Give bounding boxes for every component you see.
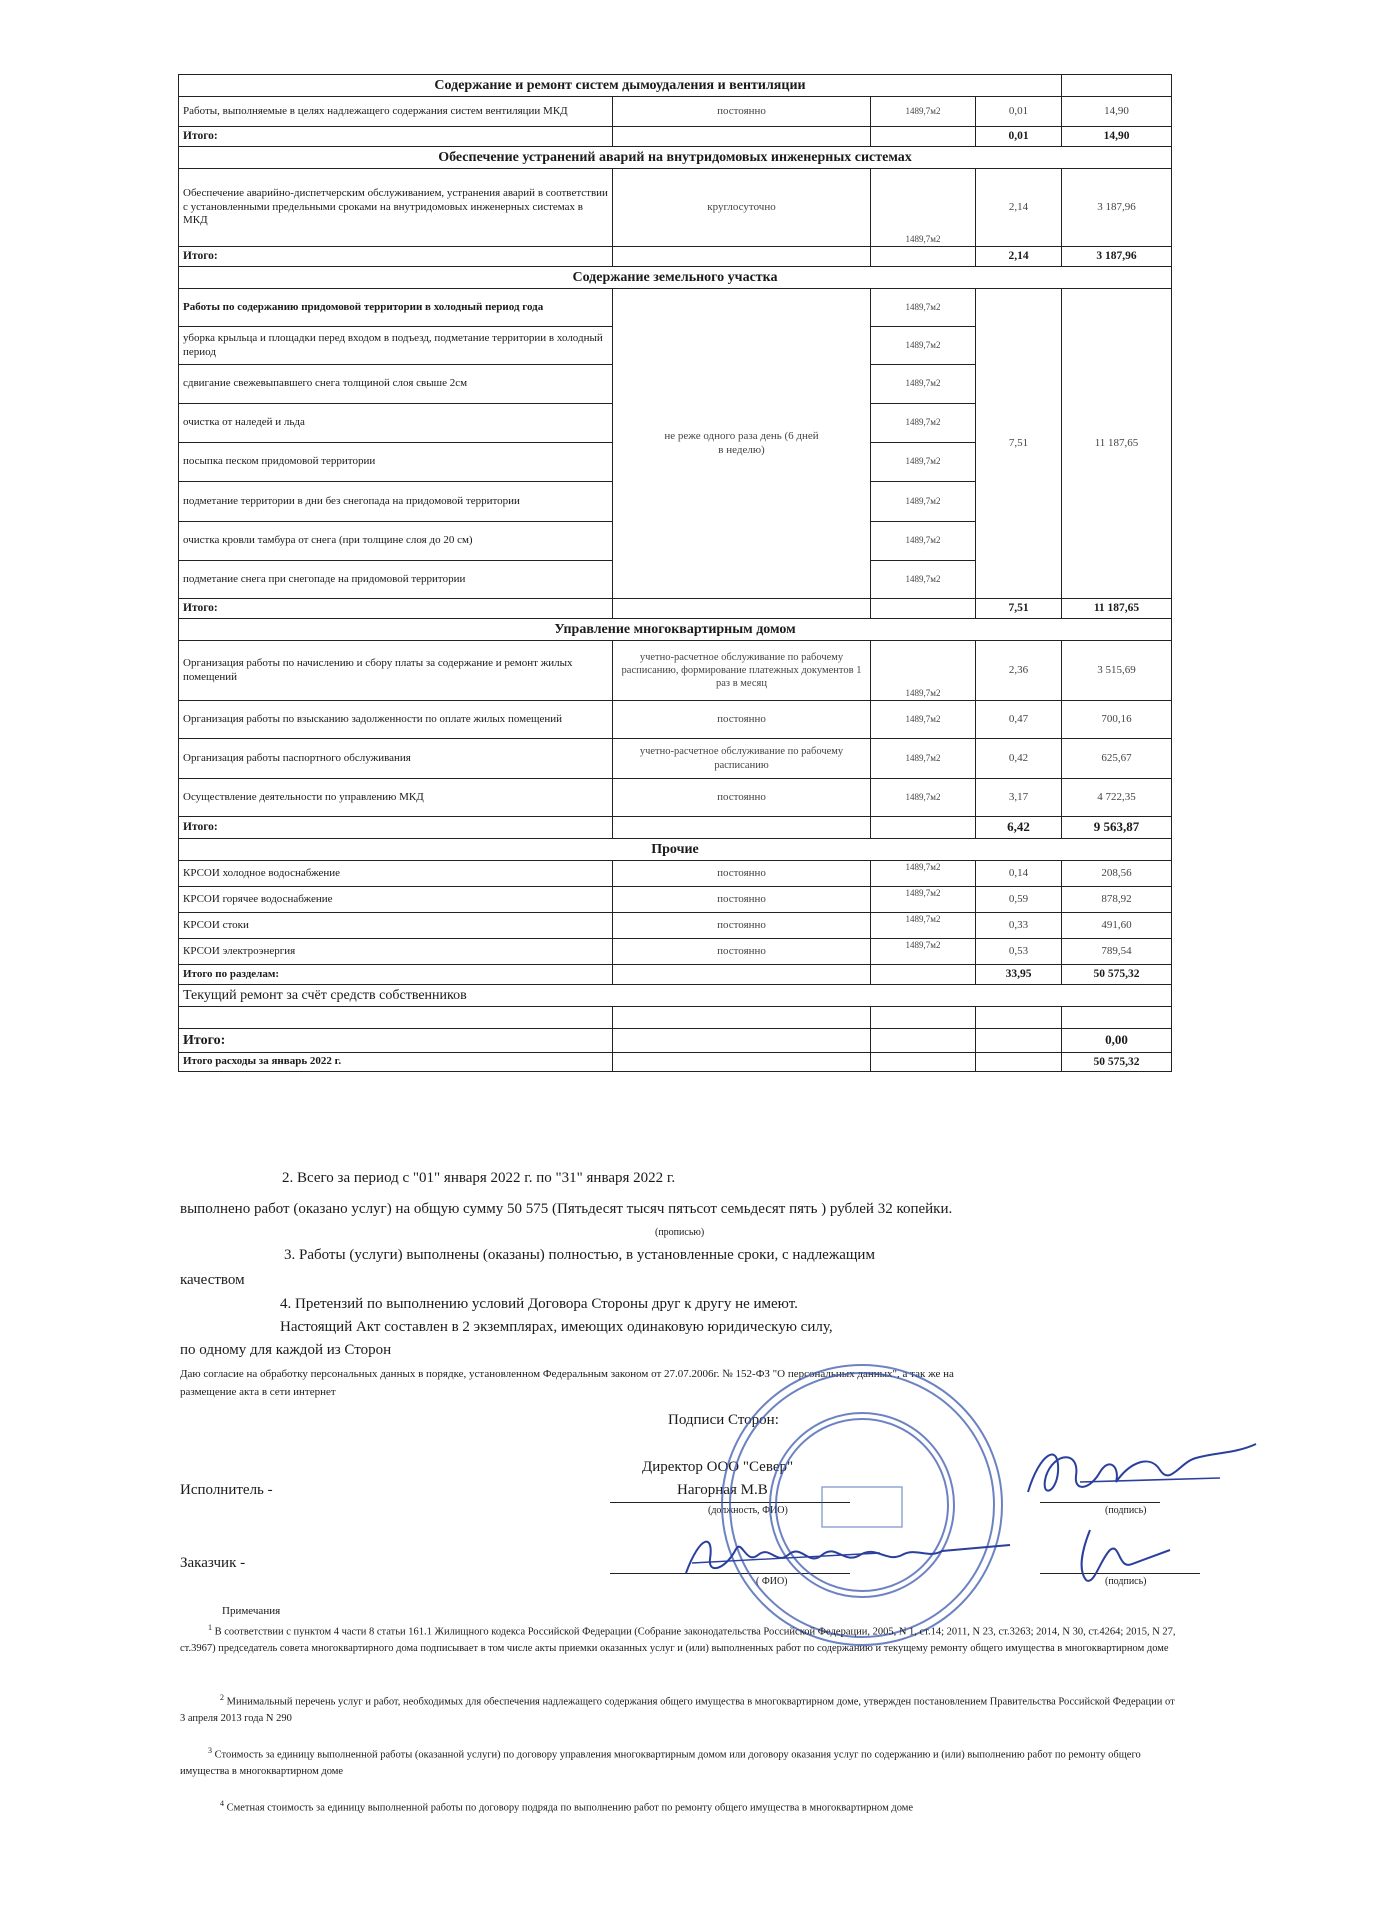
section-header: Содержание земельного участка [179,267,1172,289]
total-row: Итого по разделам: 33,95 50 575,32 [179,965,1172,985]
customer-caption: ( ФИО) [756,1576,788,1587]
table-row: Организация работы по взысканию задолженности по оплате жилых помещений постоянно 1489,7м2 0,47 700,16 [179,701,1172,739]
table-row: посыпка песком придомовой территории 1489,7м2 [179,443,1172,482]
section-header: Прочие [179,839,1172,861]
paragraph-3-cont: качеством [180,1272,245,1288]
table-row: очистка от наледей и льда 1489,7м2 [179,404,1172,443]
executor-sign-caption: (подпись) [1105,1505,1147,1516]
executor-label: Исполнитель - [180,1482,273,1498]
company-stamp-icon [712,1355,1012,1655]
table-row: КРСОИ стоки постоянно 1489,7м2 0,33 491,60 [179,913,1172,939]
propis-caption: (прописью) [655,1227,705,1238]
customer-label: Заказчик - [180,1555,246,1571]
table-row: Организация работы паспортного обслуживания учетно-расчетное обслуживание по рабочему расписанию 1489,7м2 0,42 625,67 [179,739,1172,779]
signatures-title: Подписи Сторон: [668,1412,779,1428]
repair-header-row: Текущий ремонт за счёт средств собственников [179,985,1172,1007]
executor-signature-icon [1020,1432,1280,1507]
note-1: $^1$ В соответствии с пунктом 4 части 8 статьи 161.1 Жилищного кодекса Российской Федерации (Собрание законодательства Российской Федерации, 2005, N 1, ст.14; 2011, N 23, ст.3263; 2014, N 30, ст.4264; 2015, N 27, ст.3967) председатель совета многоквартирного дома подписывает в том числе акты приемки оказанных услуг и (или) выполненных работ по содержанию и текущему ремонту общего имущества в многоквартирном доме [180,1623,1176,1655]
table-row: очистка кровли тамбура от снега (при толщине слоя до 20 см) 1489,7м2 [179,522,1172,561]
table-row: уборка крыльца и площадки перед входом в подъезд, подметание территории в холодный период 1489,7м2 [179,327,1172,365]
consent-line-1: Даю согласие на обработку персональных данных в порядке, установленном Федеральным законом от 27.07.2006г. № 152-ФЗ "О персональных данных", а так же на [180,1368,954,1380]
table-row: Организация работы по начислению и сбору платы за содержание и ремонт жилых помещений учетно-расчетное обслуживание по рабочему расписанию, формирование платежных документов 1 раз в месяц 1489,7м2 2,36 3 515,69 [179,641,1172,701]
note-2: $^2$ Минимальный перечень услуг и работ, необходимых для обеспечения надлежащего содержания общего имущества в многоквартирном доме, утвержден постановлением Правительства Российской Федерации от 3 апреля 2013 года N 290 [180,1693,1175,1725]
note-4: $^4$ Сметная стоимость за единицу выполненной работы по договору подряда по выполнению работ по ремонту общего имущества в многоквартирном доме [220,1799,914,1814]
table-row: Работы, выполняемые в целях надлежащего содержания систем вентиляции МКД постоянно 1489,7м2 0,01 14,90 [179,97,1172,127]
total-row: Итого: 0,01 14,90 [179,127,1172,147]
total-row: Итого: 2,14 3 187,96 [179,247,1172,267]
paragraph-2-sum: выполнено работ (оказано услуг) на общую сумму 50 575 (Пятьдесят тысяч пятьсот семьдесят пять ) рублей 32 копейки. [180,1201,953,1217]
table-row: КРСОИ холодное водоснабжение постоянно 1489,7м2 0,14 208,56 [179,861,1172,887]
table-row: Осуществление деятельности по управлению МКД постоянно 1489,7м2 3,17 4 722,35 [179,779,1172,817]
table-row: КРСОИ горячее водоснабжение постоянно 1489,7м2 0,59 878,92 [179,887,1172,913]
paragraph-2: 2. Всего за период с "01" января 2022 г. по "31" января 2022 г. [282,1170,676,1186]
consent-line-2: размещение акта в сети интернет [180,1386,336,1398]
table-row: сдвигание свежевыпавшего снега толщиной слоя свыше 2см 1489,7м2 [179,365,1172,404]
paragraph-4: 4. Претензий по выполнению условий Договора Стороны друг к другу не имеют. [280,1296,798,1312]
table-row: подметание территории в дни без снегопада на придомовой территории 1489,7м2 [179,482,1172,522]
table-row: Обеспечение аварийно-диспетчерским обслуживанием, устранения аварий в соответствии с установленными предельными сроками на внутридомовых инженерных системах в МКД круглосуточно 1489,7м2 2,14 3 187,96 [179,169,1172,247]
paragraph-5: Настоящий Акт составлен в 2 экземплярах, имеющих одинаковую юридическую силу, [280,1319,833,1335]
table-row: КРСОИ электроэнергия постоянно 1489,7м2 0,53 789,54 [179,939,1172,965]
total-row: Итого: 7,51 11 187,65 [179,599,1172,619]
repair-empty-row [179,1007,1172,1029]
executor-name: Нагорная М.В [677,1482,768,1498]
notes-title: Примечания [222,1605,281,1617]
grand-total-row: Итого расходы за январь 2022 г. 50 575,32 [179,1053,1172,1072]
paragraph-5-cont: по одному для каждой из Сторон [180,1342,392,1358]
total-row: Итого: 6,42 9 563,87 [179,817,1172,839]
customer-signature-icon [680,1525,1020,1585]
section-header: Обеспечение устранений аварий на внутридомовых инженерных системах [179,147,1172,169]
customer-sign-caption: (подпись) [1105,1576,1147,1587]
customer-sign-mark-icon [1060,1520,1180,1590]
repair-total-row: Итого: 0,00 [179,1029,1172,1053]
note-3: $^3$ Стоимость за единицу выполненной работы (оказанной услуги) по договору управления многоквартирным домом или договору оказания услуг по содержанию и (или) выполнению работ по ремонту общего имущества в многоквартирном доме [180,1746,1141,1778]
table-row: подметание снега при снегопаде на придомовой территории 1489,7м2 [179,561,1172,599]
executor-position: Директор ООО "Север" [642,1459,794,1475]
works-table [178,74,1172,1072]
section-header: Содержание и ремонт систем дымоудаления и вентиляции [179,75,1172,97]
section-header: Управление многоквартирным домом [179,619,1172,641]
executor-caption: (должность, ФИО) [708,1505,788,1516]
paragraph-3: 3. Работы (услуги) выполнены (оказаны) полностью, в установленные сроки, с надлежащим [284,1247,875,1263]
table-row: Работы по содержанию придомовой территории в холодный период года не реже одного раза день (6 дней в неделю) 1489,7м2 7,51 11 187,65 [179,289,1172,327]
